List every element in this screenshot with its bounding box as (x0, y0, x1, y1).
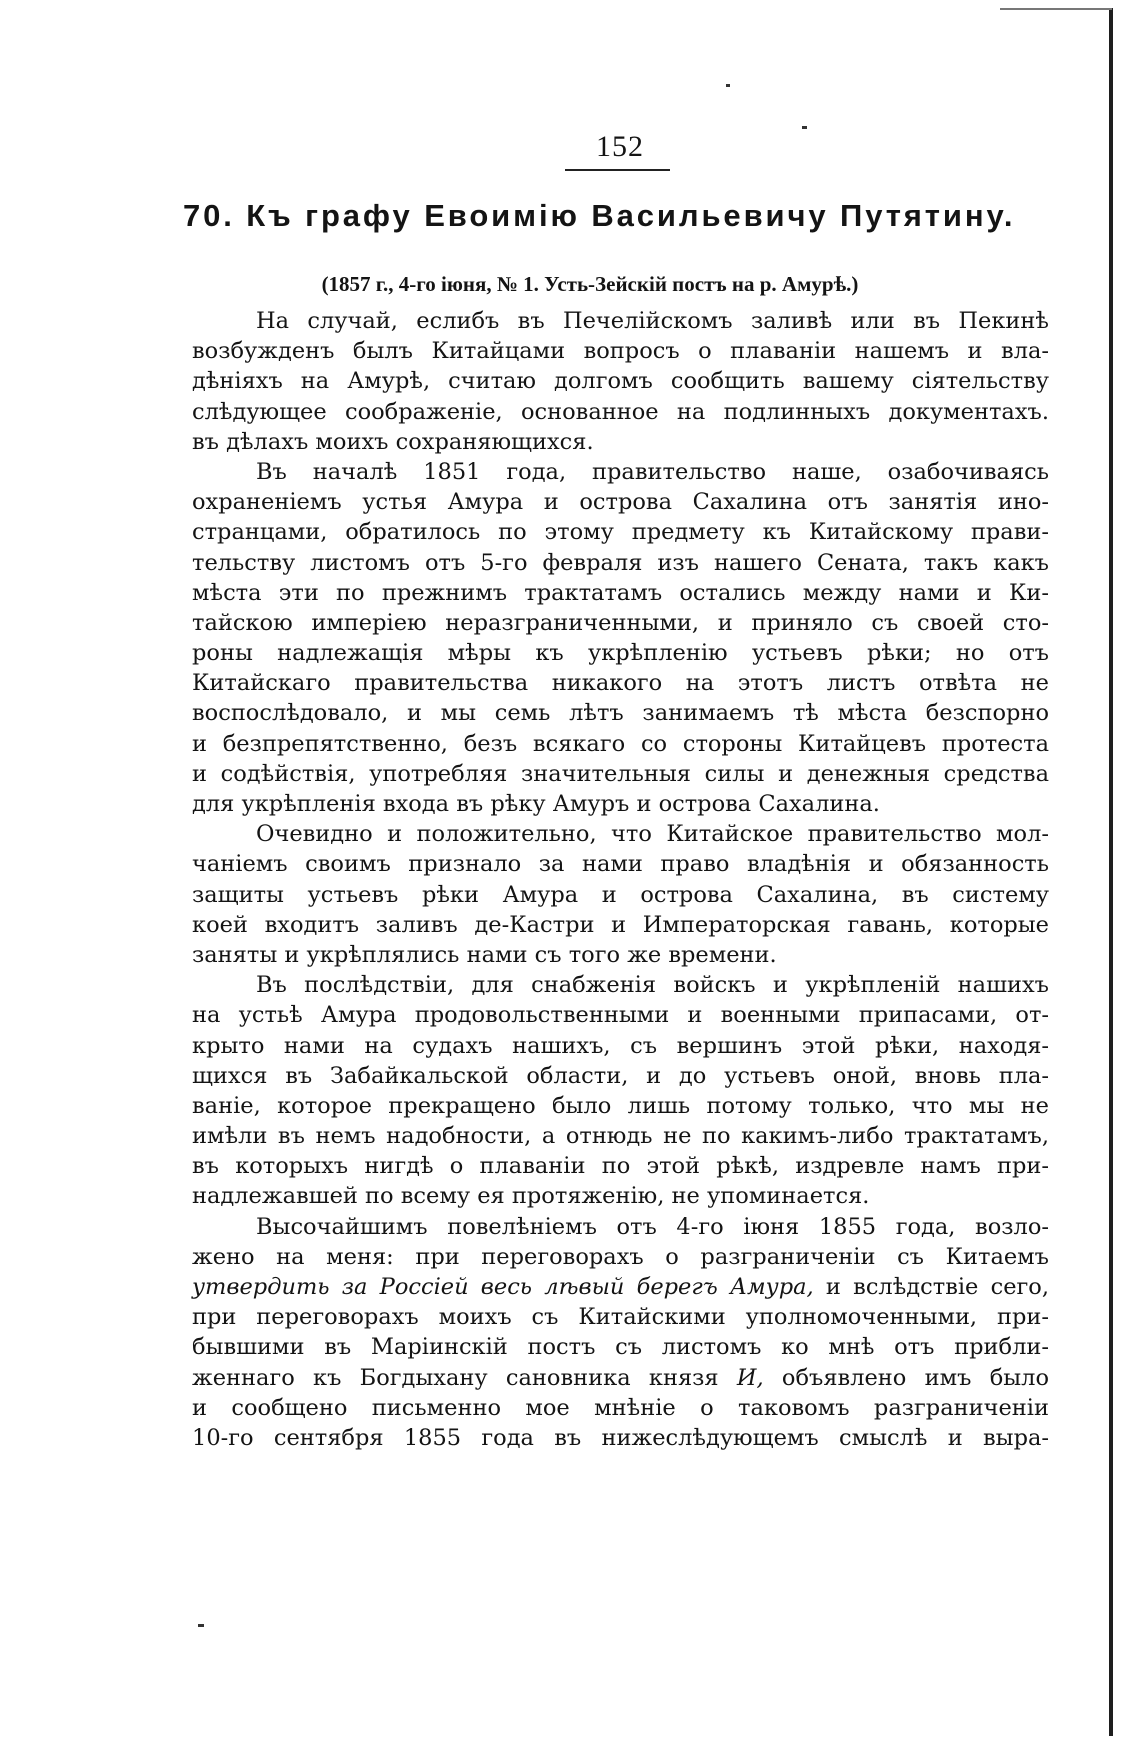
text-line (192, 1363, 1049, 1393)
text-line: и содѣйствія, употребляя значительныя силы и денежныя средства (192, 760, 1049, 787)
text-line: Китайскаго правительства никакого на этотъ листъ отвѣта не (192, 670, 1049, 697)
text-line: щихся въ Забайкальской области, и до устьевъ оной, вновь пла- (192, 1062, 1049, 1089)
text-line: чаніемъ своимъ признало за нами право владѣнія и обязанность (192, 851, 1049, 878)
text-line: и сообщено письменно мое мнѣніе о таковомъ разграниченіи (192, 1394, 1049, 1421)
text-line: имѣли въ немъ надобности, а отнюдь не по какимъ-либо трактатамъ, (192, 1123, 1049, 1150)
text-line: мѣста эти по прежнимъ трактатамъ остались между нами и Ки- (192, 579, 1049, 606)
text-line: слѣдующее соображеніе, основанное на подлинныхъ документахъ. (192, 398, 1049, 425)
text-line: для укрѣпленія входа въ рѣку Амуръ и острова Сахалина. (192, 791, 880, 817)
text-line: бывшими въ Маріинскій постъ съ листомъ ко мнѣ отъ прибли- (192, 1334, 1049, 1361)
text-line: въ дѣлахъ моихъ сохраняющихся. (192, 428, 594, 455)
text-line: охраненіемъ устья Амура и острова Сахалина отъ занятія ино- (192, 489, 1049, 516)
scan-speck (802, 126, 807, 129)
text-line: воспослѣдовало, и мы семь лѣтъ занимаемъ тѣ мѣста безспорно (192, 700, 1049, 727)
text-line: Въ началѣ 1851 года, правительство наше, озабочиваясь (256, 458, 1049, 485)
text-line: дѣніяхъ на Амурѣ, считаю долгомъ сообщить вашему сіятельству (192, 368, 1049, 395)
italic-name: И, (736, 1364, 764, 1391)
text-line: странцами, обратилось по этому предмету къ Китайскому прави- (192, 519, 1049, 546)
page-number-rule (565, 169, 670, 171)
text-line: въ которыхъ нигдѣ о плаваніи по этой рѣкѣ, издревле намъ при- (192, 1153, 1049, 1180)
text-line: ваніе, которое прекращено было лишь потому только, что мы не (192, 1092, 1049, 1119)
document-body (192, 306, 1049, 1453)
text-line: Въ послѣдствіи, для снабженія войскъ и укрѣпленій нашихъ (256, 972, 1049, 999)
text-line: при переговорахъ моихъ съ Китайскими уполномоченными, при- (192, 1304, 1049, 1331)
text-line: тайскою имперіею неразграниченными, и приняло съ своей сто- (192, 609, 1049, 636)
page-edge-top (1000, 8, 1112, 10)
letter-heading: 70. Къ графу Евоимію Васильевичу Путятину. (183, 198, 1016, 233)
text-line: и безпрепятственно, безъ всякаго со стороны Китайцевъ протеста (192, 730, 1049, 757)
text-run: женнаго къ Богдыхану сановника князя (192, 1364, 737, 1391)
text-line: заняты и укрѣплялись нами съ того же времени. (192, 941, 777, 968)
page-edge-line (1109, 8, 1113, 1736)
text-line: Высочайшимъ повелѣніемъ отъ 4-го іюня 1855 года, возло- (256, 1213, 1049, 1240)
text-line: на устьѣ Амура продовольственными и военными припасами, от- (192, 1002, 1049, 1029)
scan-speck (198, 1624, 204, 1627)
text-line: надлежавшей по всему ея протяженію, не упоминается. (192, 1183, 870, 1210)
text-line: На случай, еслибъ въ Печелійскомъ заливѣ или въ Пекинѣ (256, 308, 1049, 334)
italic-phrase: утвердить за Россіей весь лѣвый берегъ Амура, (192, 1274, 814, 1300)
page-number: 152 (596, 130, 644, 163)
text-line: возбужденъ былъ Китайцами вопросъ о плаваніи нашемъ и вла- (192, 338, 1049, 365)
text-line: крыто нами на судахъ нашихъ, съ вершинъ этой рѣки, находя- (192, 1032, 1049, 1059)
text-line: коей входитъ заливъ де-Кастри и Императорская гавань, которые (192, 911, 1049, 938)
text-run: объявлено имъ было (763, 1364, 1049, 1391)
text-run: и вслѣдствіе сего, (813, 1274, 1049, 1300)
text-line: тельству листомъ отъ 5-го февраля изъ нашего Сената, такъ какъ (192, 549, 1049, 576)
scan-speck (726, 84, 730, 87)
dateline: (1857 г., 4-го іюня, № 1. Усть-Зейскій постъ на р. Амурѣ.) (321, 272, 859, 296)
text-line: Очевидно и положительно, что Китайское правительство мол- (256, 821, 1049, 848)
text-line: защиты устьевъ рѣки Амура и острова Сахалина, въ систему (192, 881, 1049, 908)
text-line (192, 1272, 1049, 1302)
text-line: жено на меня: при переговорахъ о разграниченіи съ Китаемъ (192, 1243, 1049, 1270)
text-line: 10-го сентября 1855 года въ нижеслѣдующемъ смыслѣ и выра- (192, 1424, 1049, 1451)
text-line: роны надлежащія мѣры къ укрѣпленію устьевъ рѣки; но отъ (192, 640, 1049, 667)
